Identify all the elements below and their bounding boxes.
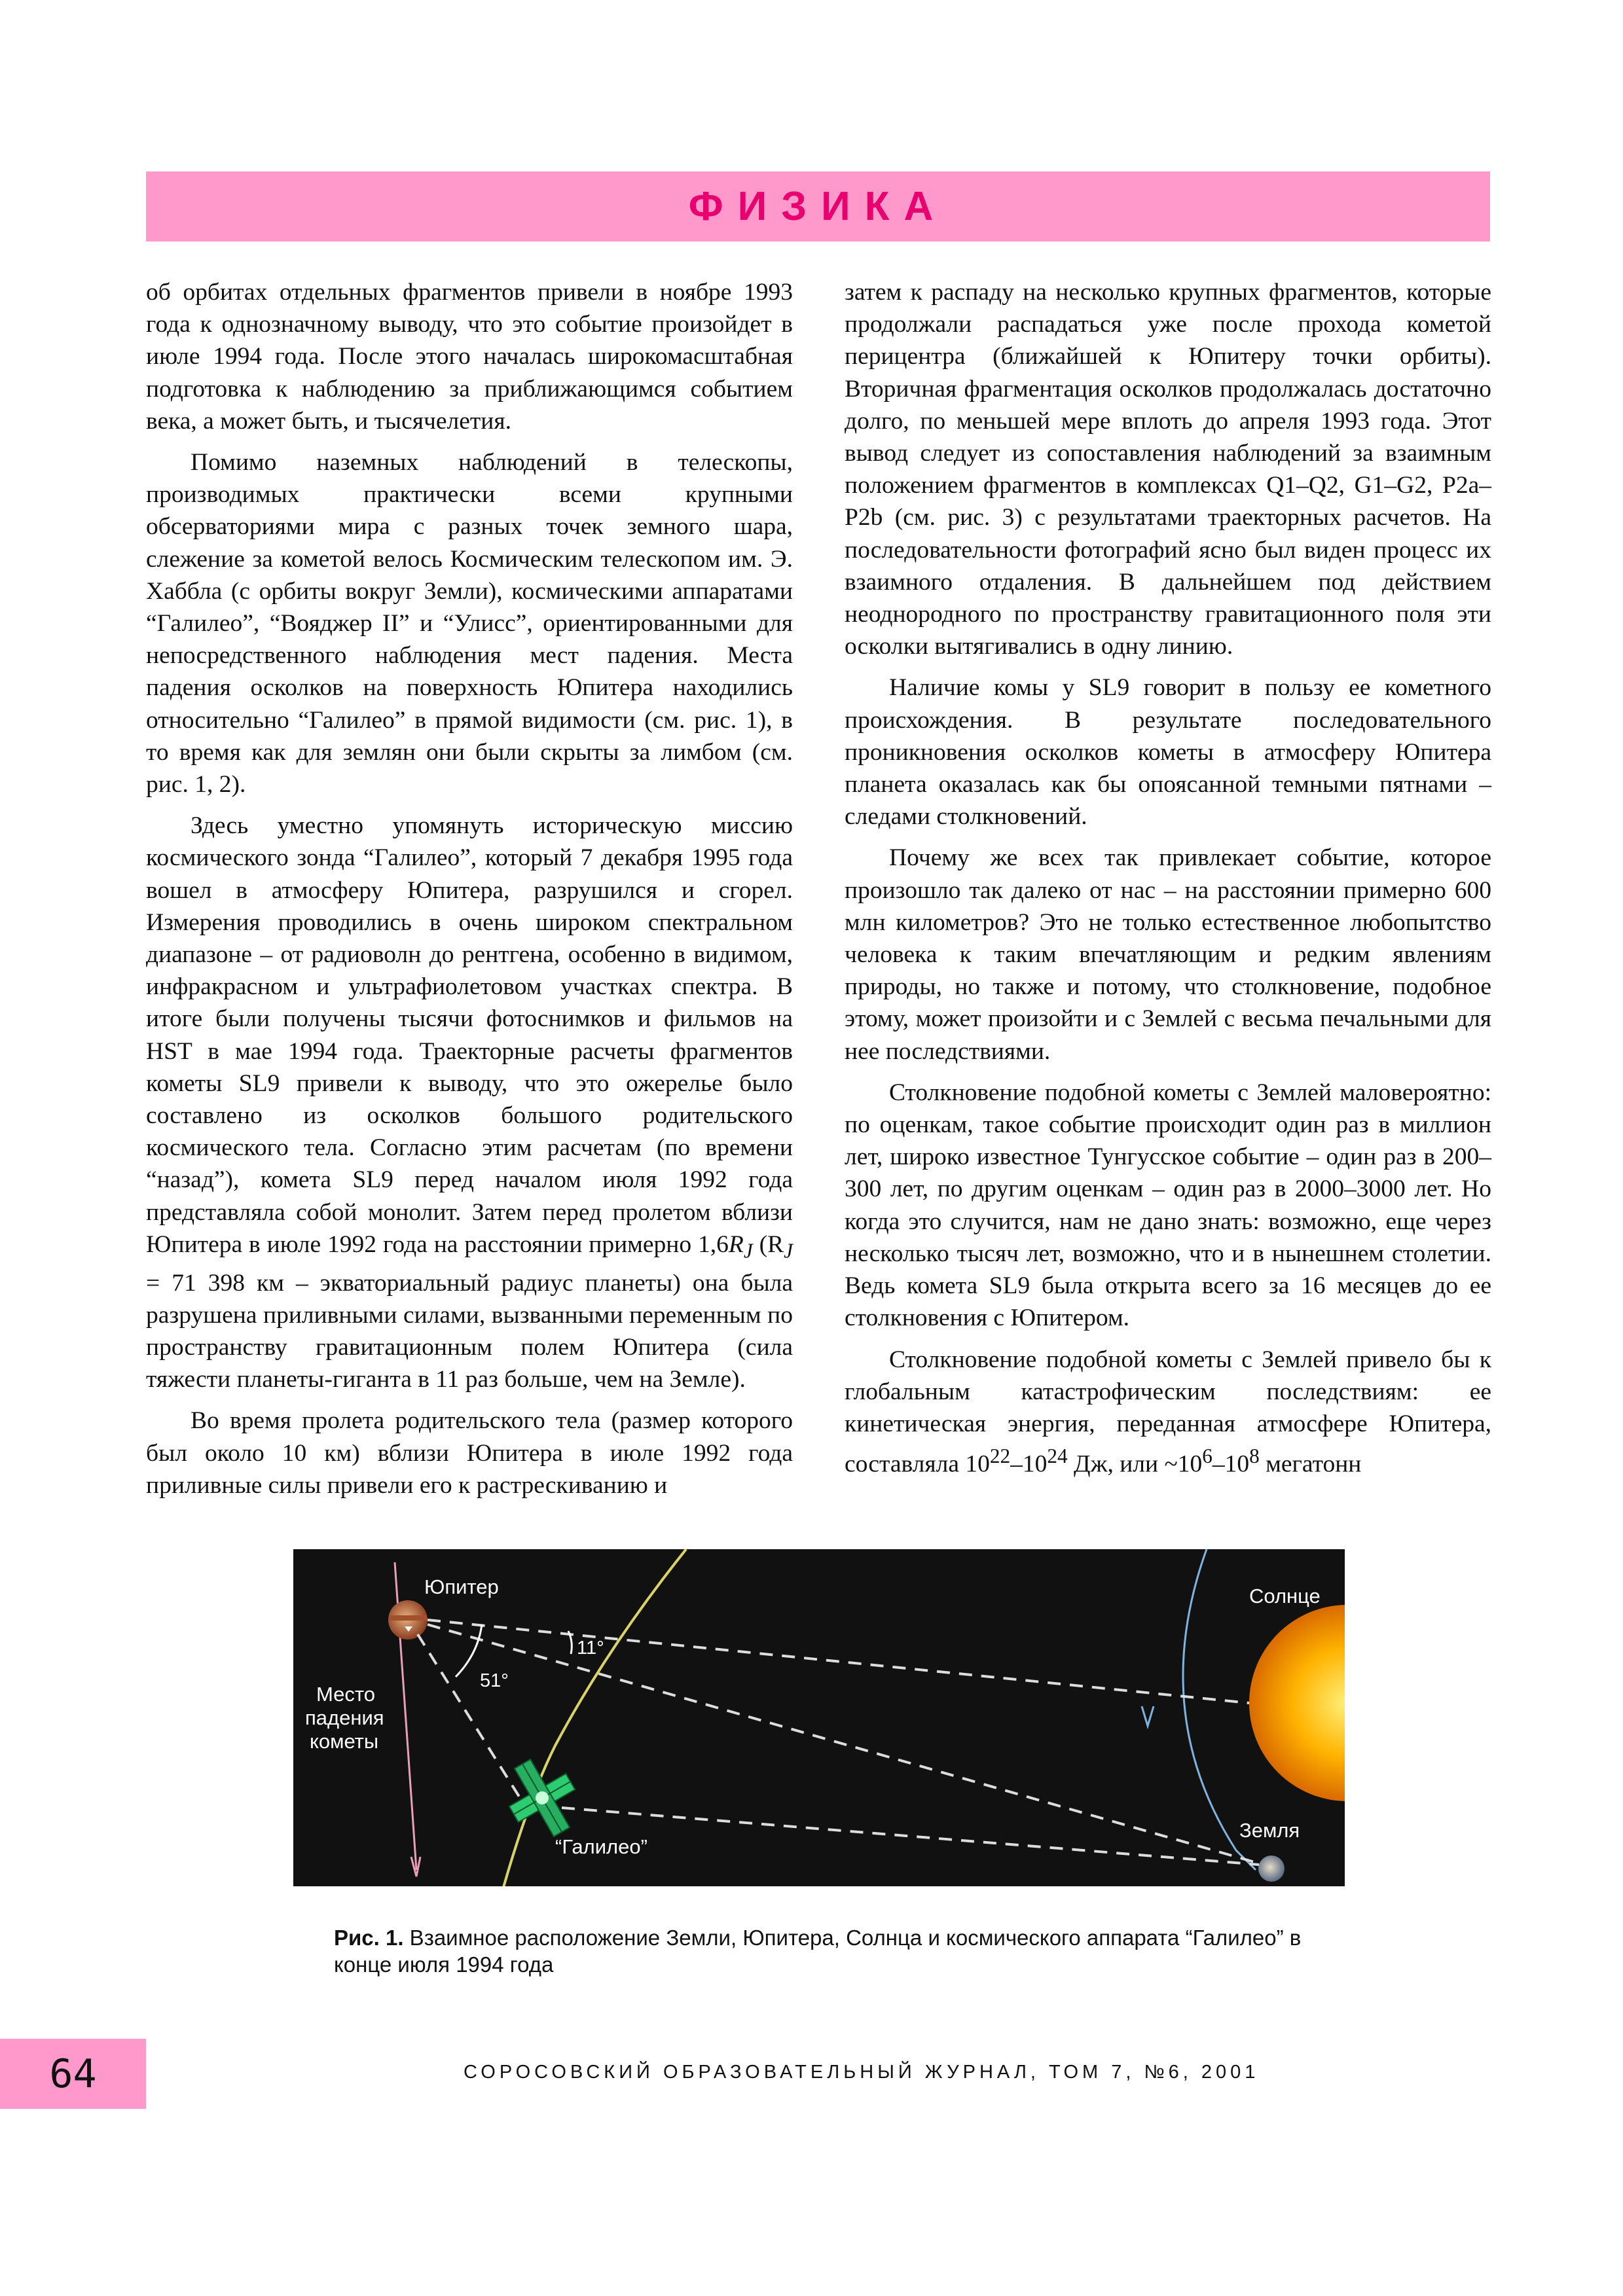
- label-earth: Земля: [1239, 1819, 1300, 1842]
- label-impact-line1: Место: [316, 1683, 376, 1706]
- caption-text: Взаимное расположение Земли, Юпитера, Солнца и космического аппарата “Галилео” в конце июля 1994 года: [334, 1926, 1302, 1977]
- formula-r: R: [728, 1230, 744, 1258]
- right-paragraph-2: Наличие комы у SL9 говорит в пользу ее кометного происхождения. В результате последовательного проникновения осколков кометы в атмосферу Юпитера планета оказалась как бы опоясанной темными пятнами – следами столкновений.: [845, 674, 1491, 831]
- label-galileo: “Галилео”: [555, 1835, 647, 1858]
- right-paragraph-4: Столкновение подобной кометы с Землей маловероятно: по оценкам, такое событие происходит один раз в миллион лет, широко известное Тунгусское событие – один раз в 200–300 лет, по другим оценкам – один раз в 2000–3000 лет. Но когда это случится, нам не дано знать: возможно, еще через несколько тысяч лет, возможно, что и в нынешнем столетии. Ведь комета SL9 была открыта всего за 16 месяцев до ее столкновения с Юпитером.: [845, 1079, 1491, 1332]
- line-galileo-earth: [562, 1808, 1259, 1865]
- label-impact-line3: кометы: [310, 1730, 379, 1753]
- right-paragraph-5: [845, 1344, 1491, 1480]
- right-paragraph-5-part1: Столкновение подобной кометы с Землей привело бы к глобальным катастрофическим последствиям: ее кинетическая энергия, переданная атмосфере Юпитера, составляла 10: [845, 1346, 1491, 1478]
- right-paragraph-5-part3: Дж, или ~10: [1067, 1450, 1203, 1478]
- right-paragraph-5-part5: мегатонн: [1259, 1450, 1362, 1478]
- left-paragraph-4: Во время пролета родительского тела (размер которого был около 10 км) вблизи Юпитера в июле 1992 года приливные силы привели его к растрескиванию и: [146, 1407, 793, 1499]
- angle-arc-51: [456, 1624, 482, 1677]
- exp-8: 8: [1249, 1444, 1260, 1468]
- right-paragraph-1: затем к распаду на несколько крупных фрагментов, которые продолжали распадаться уже после прохода кометой перицентра (ближайшей к Юпитеру точки орбиты). Вторичная фрагментация осколков продолжалась достаточно долго, по меньшей мере вплоть до апреля 1993 года. Этот вывод следует из сопоставления наблюдений за взаимным положением фрагментов в комплексах Q1–Q2, G1–G2, P2a–P2b (см. рис. 3) с результатами траекторных расчетов. На последовательности фотографий ясно был виден процесс их взаимного отдаления. В дальнейшем под действием неоднородного по пространству гравитационного поля эти осколки вытягивались в одну линию.: [845, 279, 1491, 660]
- line-jupiter-galileo: [418, 1634, 519, 1797]
- galileo-spacecraft: [494, 1748, 591, 1848]
- label-angle-11: 11°: [577, 1638, 604, 1659]
- sun-disc: [1249, 1605, 1345, 1801]
- left-paragraph-3: [146, 810, 793, 1395]
- earth-disc: [1258, 1856, 1285, 1882]
- left-column: [146, 276, 793, 1501]
- right-paragraph-5-part4: –10: [1212, 1450, 1250, 1478]
- jupiter-band: [389, 1615, 427, 1621]
- left-paragraph-3-part1: Здесь уместно упомянуть историческую миссию космического зонда “Галилео”, который 7 декабря 1995 года вошел в атмосферу Юпитера, разрушился и сгорел. Измерения проводились в очень широком спектральном диапазоне – от радиоволн до рентгена, особенно в видимом, инфракрасном и ультрафиолетовом участках спектра. В итоге были получены тысячи фотоснимков и фильмов на HST в мае 1994 года. Траекторные расчеты фрагментов кометы SL9 привели к выводу, что это ожерелье было составлено из осколков большого родительского космического тела. Согласно этим расчетам (по времени “назад”), комета SL9 перед началом июля 1992 года представляла собой монолит. Затем перед пролетом вблизи Юпитера в июле 1992 года на расстоянии примерно 1,6: [146, 812, 793, 1258]
- exp-6: 6: [1202, 1444, 1213, 1468]
- exp-22: 22: [989, 1444, 1011, 1468]
- figure-1-diagram: [293, 1549, 1345, 1886]
- caption-label: Рис. 1.: [334, 1926, 404, 1950]
- left-paragraph-1: об орбитах отдельных фрагментов привели в ноябре 1993 года к однозначному выводу, что это событие произойдет в июле 1994 года. После этого началась широкомасштабная подготовка к наблюдению за приближающимся событием века, а может быть, и тысячелетия.: [146, 279, 793, 435]
- section-title: ФИЗИКА: [688, 184, 948, 229]
- exp-24: 24: [1047, 1444, 1068, 1468]
- left-paragraph-3-part2: (R: [752, 1230, 784, 1258]
- formula-sub-j-2: J: [784, 1239, 793, 1263]
- formula-sub-j: J: [743, 1239, 753, 1263]
- page-number: 64: [49, 2051, 97, 2097]
- right-paragraph-5-part2: –10: [1010, 1450, 1048, 1478]
- right-paragraph-3: Почему же всех так привлекает событие, которое произошло так далеко от нас – на расстоянии примерно 600 млн километров? Это не только естественное любопытство человека к таким впечатляющим и редким явлениям природы, но также и потому, что столкновение, подобное этому, может произойти и с Землей с весьма печальными для нее последствиями.: [845, 844, 1491, 1065]
- label-jupiter: Юпитер: [424, 1575, 499, 1598]
- label-impact-line2: падения: [305, 1706, 384, 1729]
- section-header-band: [146, 171, 1490, 242]
- left-paragraph-2: Помимо наземных наблюдений в телескопы, производимых практически всеми крупными обсерваториями мира с разных точек земного шара, слежение за кометой велось Космическим телескопом им. Э. Хаббла (с орбиты вокруг Земли), космическими аппаратами “Галилео”, “Вояджер II” и “Улисс”, ориентированными для непосредственного наблюдения мест падения. Места падения осколков на поверхность Юпитера находились относительно “Галилео” в прямой видимости (см. рис. 1), в то время как для землян они были скрыты за лимбом (см. рис. 1, 2).: [146, 449, 793, 798]
- page-number-badge: [0, 2039, 146, 2109]
- left-paragraph-3-part3: = 71 398 км – экваториальный радиус планеты) она была разрушена приливными силами, вызванными переменным по пространству гравитационным полем Юпитера (сила тяжести планеты-гиганта в 11 раз больше, чем на Земле).: [146, 1269, 793, 1393]
- line-jupiter-sun: [428, 1620, 1249, 1703]
- right-column: [845, 276, 1491, 1480]
- figure-caption: [334, 1924, 1316, 1978]
- label-angle-51: 51°: [480, 1670, 509, 1691]
- earth-orbit-arrow: [1142, 1706, 1154, 1726]
- label-sun: Солнце: [1249, 1585, 1321, 1607]
- journal-footer: СОРОСОВСКИЙ ОБРАЗОВАТЕЛЬНЫЙ ЖУРНАЛ, ТОМ 7, №6, 2001: [464, 2062, 1260, 2083]
